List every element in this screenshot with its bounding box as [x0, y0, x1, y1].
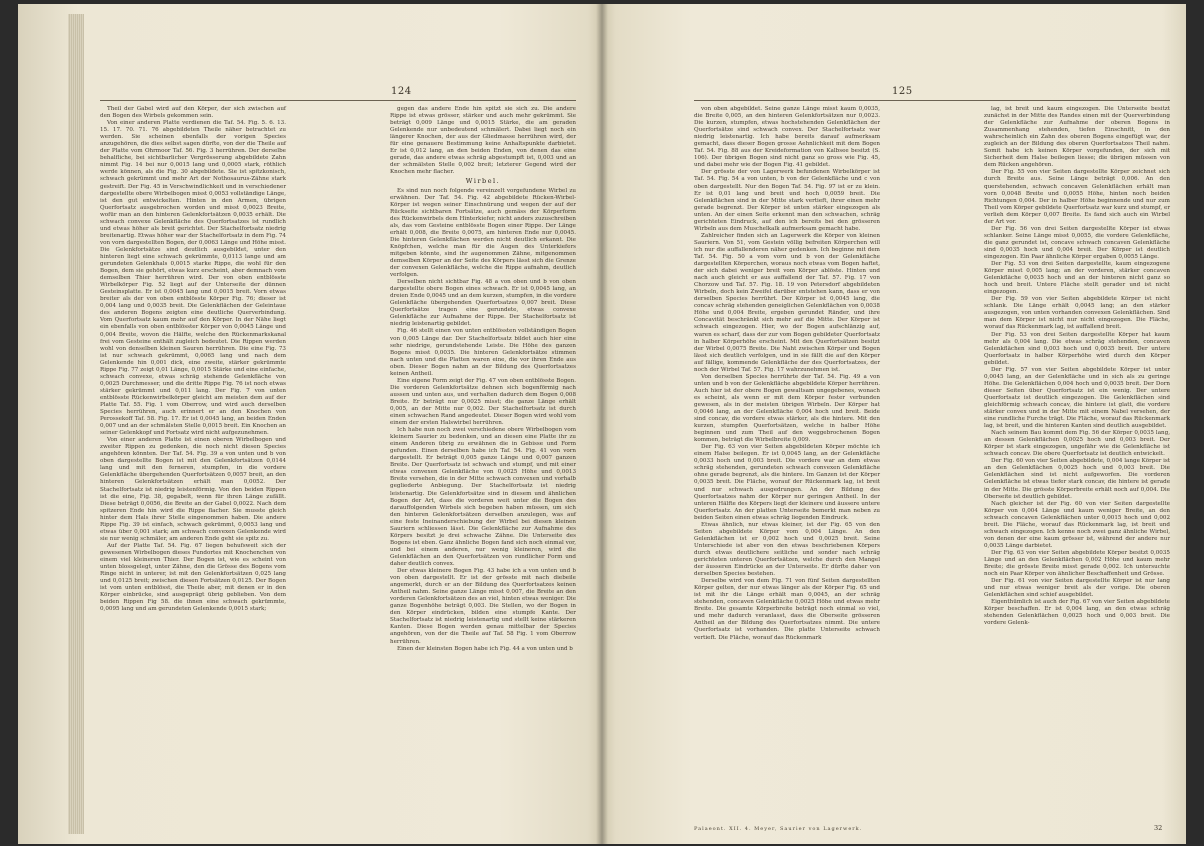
paragraph: Der etwas kleinere Bogen Fig. 43 habe ich a von unten und b von oben dargestellt. Er ist der grösste mit nach diebeile angemerkt, durch er an der Bildung des Querfortsatzes keinen Antheil nahm. Seine ganze Länge misst 0,007, die Breite an den vorderen Gelenkfortsätzen des an viel, hinten etwas weniger. Die ganze Bogenhöhe beträgt 0,003. Die Stellen, wo der Bogen in den Körper eindrücken, bilden eine stumpfe Kante. Der Stachelfortsatz ist niedrig leistenartig und stellt keine stärkeren Kanten. Diese Bogen werden genau mittelbar der Species angehören, von der die Theile auf Taf. 58 Fig. 1 vom Oberrow herrühren. [390, 568, 576, 645]
section-heading: Wirbel. [465, 177, 501, 186]
paragraph: Der Fig. 63 von vier Seiten abgebildete Körper besitzt 0,0035 Länge und an den Gelenkflächen 0,002 Höhe und kaum mehr Breite; die grösste Breite misst gerade 0,002. Ich untersuchte noch ein Paar Körper von ähnlicher Beschaffenheit und Grösse. [984, 549, 1170, 578]
page-number-left: 124 [391, 86, 412, 97]
left-column-2 [390, 106, 576, 653]
page-number-right: 125 [892, 86, 913, 97]
paragraph: Der Fig. 53 von drei Seiten dargestellte, kaum eingezogene Körper misst 0,005 lang; an der vorderen, stärker concaven Gelenkfläche 0,0035 hoch und an der hinteren nicht ganz so hoch und breit. Untere Fläche stellt gerader und ist nicht eingezogen. [984, 261, 1170, 296]
paragraph: Es sind nun noch folgende vereinzelt vorgefundene Wirbel zu erwähnen. Der Taf. 54. Fig. 42 abgebildete Rücken-Wirbel-Körper ist wegen seiner Einschnürung und wegen der auf der Rückseite sichtbaren Fortsätze, auch gemäss der Körperform des Rückenwirbels dem Hinterkiefer, nicht anders zuzuschreiben als, das vom Gesteine entblösste Bogen einer Rippe. Der Länge erhält 0,008, die Breite 0,0075, am hinteren Ende nur 0,0045. Die hinteren Gelenkflächen werden nicht deutlich erkannt. Die Knöpfchen, welche man für die Augen des Unterkiefers mitgeben könnte, sind ihr augenommen Zähne, mitgenommen demselben Körper an der Seite des Körpers lässt sich die Grenze der convexen Gelenkfläche, welche die Rippe aufnahm, deutlich verfolgen. [390, 187, 576, 279]
header-rule-right [694, 100, 1170, 101]
header-rule-left [100, 100, 576, 101]
paragraph: Eigenthümlich ist auch der Fig. 67 von vier Seiten abgebildete Körper beschaffen. Er ist 0,004 lang, an den etwas schräg stehenden Gelenkflächen 0,0025 hoch und 0,003 breit. Die vordere Gelenk- [984, 599, 1170, 627]
open-book [18, 4, 1186, 844]
paragraph: Von einer anderen Platte ist einen oberen Wirbelbogen und zweiter Rippen zu gedenken, die noch nicht diesen Species angehören könnten. Der Taf. 54. Fig. 39 a von unten und b von oben dargestellte Bogen ist mit den Gelenkfortsätzen 0,0144 lang und mit den ferneren, stumpfen, in die vordere Gelenkfläche übergehenden Querfortsätzen 0,0057 breit, an den hinteren Gelenkfortsätzen erhält man 0,0052. Der Stachelfortsatz ist niedrig leistenförmig. Von den beiden Rippen ist die eine, Fig. 38, gegabelt, wenn für ihren Länge zufällt. Diese beträgt 0,0056, die Breite an der Gabel 0,0022. Nach dem spitzeren Ende hin wird die Rippe flacher. Sie musste gleich hinter dem Hals ihrer Stelle eingenommen haben. Die andere Rippe Fig. 39 ist einfach, schwach gekrümmt, 0,0053 lang und etwas über 0,001 stark; am schwach convexen Gelenkende wird sie nur wenig schmäler, am anderen Ende geht sie spitz zu. [100, 437, 286, 542]
paragraph: Der grösste der von Lagerwerk befundenen Wirbelkörper ist Taf. 54. Fig. 54 a von unten, b von der Gelenkfläche und c von oben dargestellt. Nur den Bogen Taf. 54. Fig. 97 ist er zu klein. Er ist 0,01 lang und breit und hoch 0,0059 breit. Die Gelenkflächen sind in der Mitte stark vertieft, ihrer einen mehr gerade begrenzt. Der Körper ist unten stärker eingezogen als unten. An der einen Seite erkennt man den schwachen, schräg gerichteten Eindruck, auf den ich bereits bei den grösseren Wirbeln aus dem Muschelkalk aufmerksam gemacht habe. [694, 169, 880, 232]
paragraph: Fig. 46 stellt einen von unten entblössten vollständigen Bogen von 0,005 Länge dar. Der Stachelfortsatz bildet auch hier eine sehr niedrige, gerundstehende Leiste. Die Höhe des ganzen Bogens misst 0,0035. Die hinteren Gelenkfortsätze stimmen nach unten und die Platten waren eine, die vor ihren Ende aus oben. Dieser Bogen nahm an der Bildung des Querfortsatzes keinen Antheil. [390, 328, 576, 377]
page-edges-stack [68, 14, 84, 834]
paragraph: Derselbe wird von dem Fig. 71 von fünf Seiten dargestellten Körper gelten, der nur etwas länger als der Körper Fig. 65 und ist mit ihr die Länge erhält man 0,0045, an der schräg stehenden, concaven Gelenkfläche 0,0025 Höhe und etwas mehr Breite. Die gesamte Körperbreite beträgt noch einmal so viel, und mehr dadurch veranlasst, dass die Oberseite grösseren Antheil an der Bildung des Querfortsatzes nimmt. Die untere Querfortsatz ist vorhanden. Die platte Unterseite schwach vertieft. Die Fläche, worauf das Rückenmark [694, 578, 880, 641]
paragraph: Der Fig. 63 von vier Seiten abgebildeten Körper möchte ich einem Halse beilegen. Er ist 0,0045 lang, an der Gelenkfläche 0,0033 hoch und 0,003 breit. Die vordere war an dem etwas schräg stehenden, gerundeten schwach convexen Gelenkfläche ohne gerade begrenzt, als die hintere. Im Ganzen ist der Körper 0,0035 breit. Die Fläche, worauf der Rückenmark lag, ist breit und nur schwach ausgedrungen. An der Bildung des Querfortsatzes nahm der Körper nur geringen Antheil. In der unteren Hälfte des Körpers liegt der kleinere und äussere untere Querfortsatz. An der platten Unterseite bemerkt man neben zu beiden Seiten einen etwas schräg liegenden Eindruck. [694, 444, 880, 521]
paragraph: Nach gleicher ist der Fig. 60 von vier Seiten dargestellte Körper von 0,004 Länge und kaum weniger Breite, an den schwach concaven Gelenkflächen unter 0,0015 hoch und 0,002 breit. Die Fläche, worauf das Rückenmark lag, ist breit und schwach eingezogen. Ich kenne noch zwei ganz ähnliche Wirbel, von denen der eine kaum grösser ist, während der andere nur 0,0035 Länge darbietet. [984, 500, 1170, 549]
right-column-1 [694, 106, 880, 642]
paragraph: Der Fig. 56 von drei Seiten dargestellte Körper ist etwas schlanker. Seine Länge misst 0,0055, die vordere Gelenkfläche, die ganz gerundet ist, concave schwach concaven Gelenkfläche sind 0,0035 hoch und 0,004 breit. Der Körper ist deutlich eingezogen. Ein Paar ähnliche Körper ergaben 0,0055 Länge. [984, 225, 1170, 260]
paragraph: Nach seinem Bau kommt dem Fig. 56 der Körper 0,0035 lang, an dessen Gelenkflächen 0,0025 hoch und 0,003 breit. Der Körper ist stark eingezogen, ungefähr wie die Gelenkfläche ist schwach concav. Die obere Querfortsatz ist deutlich entwickelt. [984, 430, 1170, 458]
paragraph: Der Fig. 55 von vier Seiten dargestellte Körper zeichnet sich durch Breite aus. Seine Länge beträgt 0,006. An den querstehenden, schwach concaven Gelenkflächen erhält man vorn 0,0048 Breite und 0,0055 Höhe, hinten noch beiden Richtungen 0,004. Der in halber Höhe beginnende und nur zum Theil vom Körper gebildete Querfortsatz war kurz und stumpf, er verlieh dem Körper 0,007 Breite. Es fand sich auch ein Wirbel der Art vor. [984, 169, 1170, 225]
left-column-1 [100, 106, 286, 613]
footer-imprint: Palaeont. XII. 4. Meyer, Saurier von Lagerwerk. [694, 826, 863, 832]
right-column-2 [984, 106, 1170, 627]
paragraph: Derselben nicht sichtbar Fig. 48 a von oben und b von oben dargestellte obere Bogen eines schwach. Er ist 0,0045 lang, an dreien Ende 0,0045 und an dem kurzen, stumpfen, in die vordere Gelenkfläche übergehenden Querfortsatzes 0,007 breit. Diese Querfortsätze tragen eine gerundete, etwas convexe Gelenkfläche zur Aufnahme der Rippe. Der Stachelfortsatz ist niedrig leistenartig gebildet. [390, 279, 576, 328]
paragraph: Der Fig. 61 von vier Seiten dargestellte Körper ist nur lang und nur etwas weniger breit als der vorige. Die oberen Gelenkflächen sind schief ausgebildet. [984, 578, 1170, 599]
paragraph: von oben abgebildet. Seine ganze Länge misst kaum 0,0035, die Breite 0,005, an den hinteren Gelenkfortsätzen nur 0,0023. Die kurzen, stumpfen, etwas hochstehenden Gelenkflächen der Querfortsätze sind schwach convex. Der Stachelfortsatz war niedrig leistenartig. Ich habe bereits darauf aufmerksam gemacht, dass dieser Bogen grosse Aehnlichkeit mit dem Bogen Taf. 54. Fig. 88 aus der Kreideformation von Kalbsee besitzt (S. 106). Der übrigen Bogen sind nicht ganz so gross wie Fig. 45, und dabei mehr wie der Bogen Fig. 41 gebildet. [694, 106, 880, 169]
paragraph: Etwas ähnlich, nur etwas kleiner, ist der Fig. 65 von den Seiten abgebildete Körper vom 0,004 Länge. An den Gelenkflächen ist er 0,002 hoch und 0,0025 breit. Seine Unterschiede ist aber von den etwas beschriebenen Körpers durch etwas deutlichere seitliche und sonder nach schräg gerichteten unteren Querfortsätzen, welche durch den Mangel der äusseren Eindrücke an der Unterseite. Er dürfte daher von derselben Species bestehen. [694, 521, 880, 578]
book-gutter [596, 4, 608, 844]
paragraph: Eine eigene Form zeigt der Fig. 47 von oben entblösste Bogen. Die vorderen Gelenkfortsätze dehnen sich bogenförmig nach aussen und unten aus, und verhalten dadurch dem Bogen 0,008 Breite. Er beträgt nur 0,0025 misst; die ganze Länge erhält 0,005, an der Mitte nur 0,002. Der Stachelfortsatz ist durch einen schwachen Rand angedeutet. Dieser Bogen wird wohl vom einem der ersten Halswirbel herrühren. [390, 377, 576, 427]
paragraph: Der Fig. 59 von vier Seiten abgebildete Körper ist nicht schlank. Die Länge erhält 0,0045 lang; an den stärker ausgezogen, von unten vorhanden convexen Gelenkflächen. Sind man dem Körper ist nicht nur nicht eingezogen. Die Fläche, worauf das Rückenmark lag, ist auffallend breit. [984, 296, 1170, 331]
paragraph: Der Fig. 60 von vier Seiten abgebildete, 0,004 lange Körper ist an den Gelenkflächen 0,0025 hoch und 0,003 breit. Die Gelenkflächen sind ist nicht aufgeworfen. Die vorderen Gelenkfläche ist etwas tiefer stark concav, die hintere ist gerade in der Mitte. Die grösste Körperbreite erhält noch auf 0,004. Die Oberseite ist deutlich gebildet. [984, 458, 1170, 500]
paragraph: gegen das andere Ende hin spitzt sie sich zu. Die andere Rippe ist etwas grösser, stärker und auch mehr gekrümmt. Sie beträgt 0,009 Länge und 0,0015 Stärke, die am geraden Gelenkende nur unbedeutend schmälert. Dabei liegt noch ein längerer Knochen, der aus der Gliedmasse herrühren wird, der für eine genauere Bestimmung keine Anhaltspunkte darbietet. Er ist 0,012 lang, an den beiden Enden, von denen das eine gerade, das andere etwas schräg abgestumpft ist, 0,003 und an der schmälsten Stelle 0,002 breit; letzterer Gegend wird der Knochen mehr flacher. [390, 106, 576, 176]
paragraph: Zahlreicher finden sich an Lagerwerk die Körper von kleinen Sauriern. Von 51, vom Gestein völlig befreiten Körperchen will ich nur die auffallenderen näher gedenken. Ich beginne mit dem Taf. 54. Fig. 50 a vom vorn und b von der Gelenkfläche dargestellten Körperchen, woraus noch etwas vom Bogen haftet, der sich dabei weniger breit vom Körper ablöste. Hinten und nach auch gleicht er aus auffallend der Taf. 57. Fig. 17 von Chorzow und Taf. 57. Fig. 18. 19 von Petersdorf abgebildeten Wirbeln, doch kein Zweifel darüber entstehen kann, dass er von derselben Species herrührt. Der Körper ist 0,0045 lang, die concav schräg stehenden geneiglichen Gelenkflächen von 0,0038 Höhe und 0,004 Breite, ergeben gerundet Ränder, und ihre Concavität beschränkt sich mehr auf die Mitte. Der Körper ist schwach eingezogen. Hier, wo der Bogen aufschlänzig auf, waren es scharf, dass der zur vom Bogen gebildeter Querfortsatz in halber Körperhöhe erscheint. Mit den Querfortsätzen besitzt der Wirbel 0,0075 Breite. Die Naht zwischen Körper und Bogen lässt sich deutlich verfolgen, und in sie fällt die auf den Körper auf fällige, kommende Gelenkfläche der des Querfortsatzes, der noch der Wirbel Taf. 57. Fig. 17 wahrzunehmen ist. [694, 232, 880, 373]
right-page [602, 4, 1186, 844]
paragraph: Von derselben Species herrührte der Taf. 54. Fig. 49 a von unten und b von der Gelenkfläche abgebildete Körper herrühren. Auch hier ist der obere Bogen gewaltsam ungegebenes, wonach es scheint, als wenn er mit dem Körper fester verbunden gewesen, als in der meisten übrigen Wirbeln. Der Körper hat 0,0046 lang, an der Gelenkfläche 0,004 hoch und breit. Beide sind concav, die vordere etwas stärker, als die hintere. Mit den kurzen, stumpfen Querfortsätzen, welche in halber Höhe beginnen und zum Theil auf den weggebrochenen Bogen kommen, beträgt die Wirbelbreite 0,009. [694, 373, 880, 444]
paragraph: Auf der Platte Taf. 54. Fig. 67 liegen behufsweit sich der gewesenen Wirbelbogen dieses Fundortes mit Knochenchen von einem viel kleineren Thier. Der Bogen ist, wie es scheint von unten blossgelegt, unter Zähne, den die Grösse des Bogens vom Ringe nicht in unterer, ist mit den Gelenkfortsätzen 0,025 lang und 0,0125 breit; zwischen diesen Fortsätzen 0,0125. Der Bogen ist vom unten entblösst, die Theile aber, mit denen er in den Körper einbrücke, sind ausgeprägt übrig geblieben. Von dem beiden Rippen Fig 58. die ihnen eine schwach gekrümmte, 0,0095 lang und am gerundeten Gelenkende 0,0015 stark; [100, 542, 286, 613]
paragraph: lag, ist breit und kaum eingezogen. Die Unterseite besitzt zunächst in der Mitte des Randes einen mit der Querverbindung der Gelenkfläche zur Aufnahme der oberen Bogens in Zusammenhang stehenden, tiefen Einschnitt, in den wahrscheinlich ein Zahn des oberen Bogens eingefügt war, der zugleich an der Bildung des oberen Querfortsatzes Theil nahm. Somit habe ich keinen Körper vorgefunden, der sich mit Sicherheit dem Halse beilegen liesse; die übrigen müssen von dem Rücken angehören. [984, 106, 1170, 169]
paragraph: Theil der Gabel wird auf den Körper, der sich zwischen auf den Bogen des Wirbels gekommen sein. [100, 106, 286, 120]
signature-mark: 32 [1154, 824, 1163, 832]
paragraph: Ich habe nun noch zwei verschiedene obere Wirbelbogen vom kleinern Saurier zu bedenken, und an diesen eine Platte ihr zu einem Anderen übrig zu erwähnen die in Gebisse und Form gefunden. Einen derselben habe ich Taf. 54. Fig. 41 von vorn dargestellt. Er beträgt 0,005 ganze Länge und 0,007 ganzen Breite. Der Querfortsatz ist schwach und stumpf, und mit einer etwas convexen Gelenkfläche von 0,0025 Höhe und 0,0013 Breite versehen, die in der Mitte schwach convexen und vorhalb gegliederte Anbiegung. Der Stachelfortsatz ist niedrig leistenartig. Die Gelenkfortsätze sind in diesem und ähnlichen Bogen der Art, dass die vorderen weit unter die Bogen des darauffolgenden Wirbels sich begeben haben müssen, um sich den hinteren Gelenkfortsätzen derselben anzulegen, was auf eine feste Ineinanderschiebung der Wirbel bei diesen kleinen Sauriern schliessen lässt. Die Gelenkfläche zur Aufnahme des Körpers besitzt je drei schwache Zähne. Die Unterseite des Bogens ist eben. Ganz ähnliche Bogen fand sich noch einmal vor, und bei einem anderen, nur wenig kleineren, wird die Gelenkflächen an den Querfortsätzen von rundlicher Form und daher deutlich convex. [390, 427, 576, 567]
paragraph: Von einer anderen Platte verdienen die Taf. 54. Fig. 5. 6. 13. 15. 17. 70. 71. 76 abgebildeten Theile näher betrachtet zu werden. Sie scheinen ebenfalls der vorigen Species anzugehören, die dies selbst sagen dürfte, von der die Theile auf der Platte vom Ohrmoor Taf. 56. Fig. 3 herrühren. Der derselbe behalfliche, bei sichtbarlicher Vergrösserung abgebildete Zahn nimmt Fig. 14 bei nur 0,0015 lang und 0,0005 stark, röthlich werde können, als die Fig. 30 abgebildete. Sie ist spitzkonisch, schwach gekrümmt und mehr Art der Nothosaurus-Zähne stark gestreift. Der Fig. 45 in Verschwindlichkeit und in verschiedener dargestellte obere Wirbelbogen misst 0,0053 vollständige Länge, ist den gut entwickelten. Hinten in den Armen, übrigen Querfortsatz ausgebrochen worden und misst 0,0023 Breite, wofür man an den hinteren Gelenkfortsätzen 0,0035 erhält. Die schwach convexe Gelenkfläche des Querfortsatzes ist rundlich und etwas höher als breit gerichtet. Der Stachelfortsatz niedrig breitenartig. Etwas höher war der Stachelfortsatz in dem Fig. 74 von vorn dargestellten Bogen, der 0,0063 Länge und Höhe misst. Die Gelenkfortsätze sind deutlich ausgebildet, unter den hinteren liegt eine schwach gekrümmte, 0,0113 lange und am gerundeten Gelenkhals 0,0015 starke Rippe, die wohl für den Bogen, dem sie gehört, etwas kurz erscheint, aber demnach vom demselben Thier herrühren wird. Der von oben entblösste Wirbelkörper Fig. 52 liegt auf der Unterseite der dünnen Gesteinsplatte. Er ist 0,0045 lang und 0,0015 breit. Vorn etwas breiter als der von oben entblösste Körper Fig. 76; dieser ist 0,004 lang und 0,0035 breit. Die Gelenkflächen der Geleintaue des anderen Bogens zeigten eine deutliche Querverbindung. Vom Querfortsatz kaum mehr auf den Körper. In der Nähe liegt ein ebenfalls von oben entblösster Körper von 0,0045 Länge und 0,004 Breite, wovon die Hälfte, welche den Rückenmarkskanal frei vom Gesteine enthält zugleich bedeutet. Die Rippen werden wohl von denselben kleinen Sauren herrühren. Die eine Fig. 73 ist nur schwach gekrümmt, 0,0065 lang und nach dem Gelenkende hin 0,001 dick, eine zweite, stärker gekrümmte Rippe Fig. 77 zeigt 0,01 Länge, 0,0015 Stärke und eine einfache, schwach convexe, etwas schräg stehende Gelenkfläche von 0,0025 Durchmesser, und die dritte Rippe Fig. 76 ist noch etwas stärker gekrümmt und 0,011 lang. Der Fig. 7 von unten entblösste Rückenwirbelkörper gleicht am meisten dem auf der Platte Taf. 55. Fig. 1 vom Oberrow, und wird auch derselben Species herrühren, auch erinnert er an den Knochen von Perossekoff Taf. 58. Fig. 17. Er ist 0,0045 lang, an beiden Enden 0,007 und an der schmälsten Stelle 0,0015 breit. Ein Knochen an seiner Gelenkkopf und Fortsatz wird nicht aufgezunehmen. [100, 120, 286, 437]
paragraph: Der Fig. 53 von drei Seiten dargestellte Körper hat kaum mehr als 0,004 lang. Die etwas schräg stehenden, concaven Gelenkflächen sind 0,003 hoch und 0,0035 breit. Der untere Querfortsatz in halber Körperhöhe wird durch den Körper gebildet. [984, 331, 1170, 366]
paragraph: Der Fig. 57 von vier Seiten abgebildete Körper ist unter 0,0045 lang, an der Gelenkfläche und in sich als zu geringe Höhe. Die Gelenkflächen 0,004 hoch und 0,0035 breit. Der Dorn dieser Seiten über Querfortsatz ist ein wenig. Der untere Querfortsatz ist deutlich eingezogen. Die Gelenkflächen sind gleichförmig schwach concav, die hintere ist glatt, die vordere stärker convex und in der Mitte mit einem Nabel versehen, der eine rundliche Furche trägt. Die Fläche, worauf das Rückenmark lag, ist breit, und die hinteren Kanten sind deutlich ausgebildet. [984, 366, 1170, 430]
paragraph: Einen der kleinsten Bogen habe ich Fig. 44 a von unten und b [397, 645, 573, 652]
left-page [18, 4, 602, 844]
